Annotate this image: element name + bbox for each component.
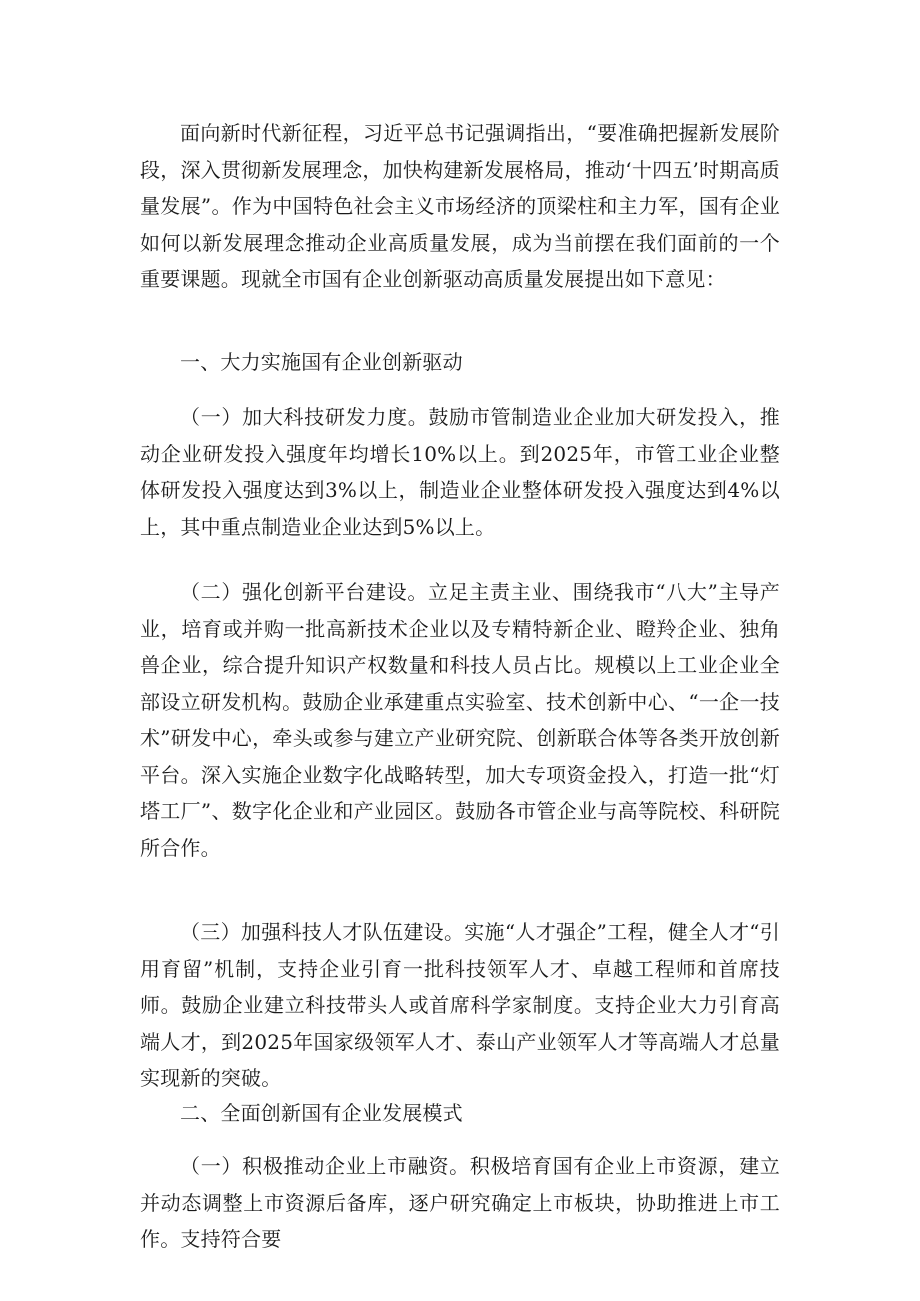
intro-paragraph: 面向新时代新征程，习近平总书记强调指出，“要准确把握新发展阶段，深入贯彻新发展理念，加快构建新发展格局，推动‘十四五’时期高质量发展”。作为中国特色社会主义市场经济的顶梁柱和主力军，国有企业如何以新发展理念推动企业高质量发展，成为当前摆在我们面前的一个重要课题。现就全市国有企业创新驱动高质量发展提出如下意见： xyxy=(140,121,780,291)
section-1-paragraph-3: （三）加强科技人才队伍建设。实施“人才强企”工程，健全人才“引用育留”机制，支持企业引育一批科技领军人才、卓越工程师和首席技师。鼓励企业建立科技带头人或首席科学家制度。支持企业大力引育高端人才，到2025年国家级领军人才、泰山产业领军人才等高端人才总量实现新的突破。 xyxy=(140,920,780,1090)
section-2-paragraph-1: （一）积极推动企业上市融资。积极培育国有企业上市资源，建立并动态调整上市资源后备库，逐户研究确定上市板块，协助推进上市工作。支持符合要 xyxy=(140,1154,780,1251)
section-1-paragraph-2: （二）强化创新平台建设。立足主责主业、围绕我市“八大”主导产业，培育或并购一批高新技术企业以及专精特新企业、瞪羚企业、独角兽企业，综合提升知识产权数量和科技人员占比。规模以上工业企业全部设立研发机构。鼓励企业承建重点实验室、技术创新中心、“一企一技术”研发中心，牵头或参与建立产业研究院、创新联合体等各类开放创新平台。深入实施企业数字化战略转型，加大专项资金投入，打造一批“灯塔工厂”、数字化企业和产业园区。鼓励各市管企业与高等院校、科研院所合作。 xyxy=(140,580,780,860)
section-1-paragraph-1: （一）加大科技研发力度。鼓励市管制造业企业加大研发投入，推动企业研发投入强度年均增长10%以上。到2025年，市管工业企业整体研发投入强度达到3%以上，制造业企业整体研发投入强度达到4%以上，其中重点制造业企业达到5%以上。 xyxy=(140,405,780,539)
section-1-heading: 一、大力实施国有企业创新驱动 xyxy=(180,350,463,374)
section-2-heading: 二、全面创新国有企业发展模式 xyxy=(180,1101,463,1125)
